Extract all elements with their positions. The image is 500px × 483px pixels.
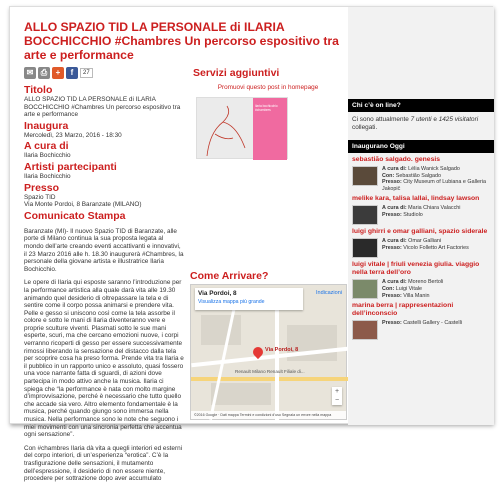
exhibition-info [382,279,443,299]
figure-sketch-icon [197,98,255,160]
section-inaugura-text: Mercoledì, 23 Marzo, 2016 - 18:30 [24,131,122,139]
exhibition-item[interactable] [348,192,494,225]
online-visitors: 1425 visitatori [438,116,479,123]
exhibition-item[interactable] [348,225,494,258]
exhibition-thumbnail[interactable] [352,279,378,299]
exhibition-info-line: Presso: Villa Manin [382,292,430,299]
exhibition-title[interactable]: marina berra | rappresentazioni dell’inconscio [352,302,454,318]
section-artisti-heading: Artisti partecipanti [24,160,117,173]
share-count: 27 [80,68,93,78]
page-title: ALLO SPAZIO TID LA PERSONALE di ILARIA BOCCHICCHIO #Chambres Un percorso espositivo tra arte e performance [24,20,339,62]
exhibition-thumbnail[interactable] [352,166,378,186]
article-body [24,83,184,483]
map-footer: ©2016 Google · Dati mappa Termini e condizioni d’uso Segnala un errore nella mappa [191,411,346,419]
exhibition-info-line: Con: Luigi Vitale [382,285,423,292]
online-text [348,112,494,136]
promote-link[interactable]: Promuovi questo post in homepage [217,84,319,91]
map-highway [191,377,348,381]
section-titolo-text: ALLO SPAZIO TID LA PERSONALE di ILARIA BOCCHICCHIO #Chambres Un percorso espositivo tra arte e performance [24,96,181,119]
exhibition-info [382,205,461,225]
exhibition-item[interactable] [348,153,494,192]
map-directions-link[interactable]: Indicazioni [316,290,342,296]
exhibition-title[interactable]: melike kara, talisa lallai, lindsay lawson [352,195,480,203]
exhibition-list [348,153,494,340]
exhibition-info-line: Con: Sebastião Salgado [382,172,442,179]
exhibition-info-line: Presso: Studiolo [382,211,423,218]
map-address: Via Pordoi, 8 [198,290,237,297]
map-pin-label: Via Pordoi, 8 [265,347,299,353]
services-block [193,67,343,92]
section-cura-heading: A cura di [24,140,69,153]
come-arrivare-heading: Come Arrivare? [190,270,269,282]
exhibition-title[interactable]: luigi ghirri e omar galliani, spazio siderale [352,228,488,236]
map-info-card [195,288,303,310]
exhibition-thumbnail[interactable] [352,238,378,258]
exhibition-info-line: Presso: Castelli Gallery - Castelli [382,320,462,327]
section-artisti-text: Ilaria Bochicchio [24,172,71,180]
map-embed[interactable] [190,284,347,420]
online-heading: Chi c’è on line? [348,99,494,112]
map-larger-link[interactable]: Visualizza mappa più grande [198,299,265,305]
section-titolo-heading: Titolo [24,84,53,96]
exhibition-thumbnail[interactable] [352,205,378,225]
exhibition-info [382,166,490,192]
exhibition-row [352,279,490,299]
section-inaugura-heading: Inaugura [24,119,69,132]
exhibition-row [352,238,490,258]
online-users: 7 utenti [410,116,432,123]
inaugurano-heading: Inaugurano Oggi [348,140,494,153]
map-block [211,383,271,405]
comunicato-paragraph-2: Le opere di Ilaria qui esposte saranno l’introduzione per la performance artistica alla quale darà vita alle 19.30 animando quel desiderio di oltrepassare la tela e di sentire come il corpo possa animarsi e prendere vita. Pelle e gesso si uniscono così come la tela assorbe il colore e sotto le mani di Ilaria diventeranno vere e proprie sculture viventi. Plasmati sotto le sue mani esperte, scuri, ma che cercano emozioni nuove, i corpi verranno ricoperti di gesso per essere successivamente rimossi liberando la sensazione del distacco dalla tela per scoprire cosa ha preso forma. Prende vita tra Ilaria e il pubblico in un rapporto unico e assoluto, quasi fossero una voce narrante fatta di sguardi, di azioni dove partecipa in modo attivo anche la musica. Ilaria ci spiega che “la performance è nata con molto margine d’improvvisazione, perché è necessario che tutto quello che accade sia vero. Altro elemento fondamentale è la musica, perché quando giungo sono immersa nella musica. Nella performance sono le note che seguono i miei movimenti con una sincronia perfetta che accentua ogni sensazione”. [24,279,184,439]
exhibition-item[interactable] [348,299,494,340]
exhibition-row [352,166,490,192]
exhibition-title[interactable]: sebastião salgado. genesis [352,156,441,163]
poster-text: ilaria bochicchio #chambres [255,104,278,112]
map-road [275,305,279,421]
comunicato-paragraph-3: Con #chambres Ilaria dà vita a quegli interiori ed esterni del corpo interiori, di un’esperienza “erotica”. C’è la trasfigurazione delle sensazioni, il mutamento dell’espressione, il desiderio di non essere niente, procedere per sottrazione dopo aver accumulato [24,444,183,483]
facebook-like-icon[interactable]: f [66,67,78,79]
comunicato-paragraph-1: Baranzate (MI)- Il nuovo Spazio TID di Baranzate, alle porte di Milano continua la sua proposta legata al mondo dell’arte creando eventi accattivanti e innovativi, il 23 Marzo 2016 alle h. 18.30 inaugurerà #Chambres, la personale della giovane artista e illustratrice Ilaria Bochicchio. [24,227,184,273]
sidebar-spacer [348,7,494,99]
section-presso-heading: Presso [24,181,60,194]
exhibition-info [382,238,469,258]
exhibition-info-line: A cura di: Lélia Wanick Salgado [382,166,460,172]
online-prefix: Ci sono attualmente [352,116,411,123]
exhibition-info-line: Presso: Vicolo Folletto Art Factories [382,244,469,251]
online-mid: e [431,116,439,123]
plus-icon[interactable]: + [52,67,64,79]
section-presso-address: Via Monte Pordoi, 8 Baranzate (MILANO) [24,201,142,209]
section-cura-text: Ilaria Bochicchio [24,152,71,160]
sidebar [348,7,494,425]
exhibition-row [352,320,490,340]
page-frame [9,6,493,483]
online-suffix: collegati. [352,124,378,131]
exhibition-item[interactable] [348,258,494,299]
exhibition-row [352,205,490,225]
exhibition-info-line: A cura di: Maria Chiara Valacchi [382,205,461,212]
email-icon[interactable]: ✉ [24,67,36,79]
servizi-heading: Servizi aggiuntivi [193,67,280,79]
exhibition-info [382,320,462,340]
map-block [201,315,241,345]
exhibition-title[interactable]: luigi vitale | friuli venezia giulia. viaggio nella terra dell’oro [352,261,480,277]
map-place-label: Renault Milano Renault Filiale di... [235,369,305,374]
section-comunicato-heading: Comunicato Stampa [24,209,126,222]
share-bar [24,67,93,79]
exhibition-info-line: A cura di: Omar Galliani [382,238,442,245]
exhibition-info-line: A cura di: Moreno Bertoli [382,279,444,286]
exhibition-poster [196,97,288,159]
map-zoom-control[interactable]: + − [332,387,342,405]
print-icon[interactable]: ⎙ [38,67,50,79]
exhibition-info-line: Presso: City Museum of Lubiana e Galleria Jakopič [382,179,486,192]
section-presso-venue: Spazio TID [24,193,56,201]
exhibition-thumbnail[interactable] [352,320,378,340]
